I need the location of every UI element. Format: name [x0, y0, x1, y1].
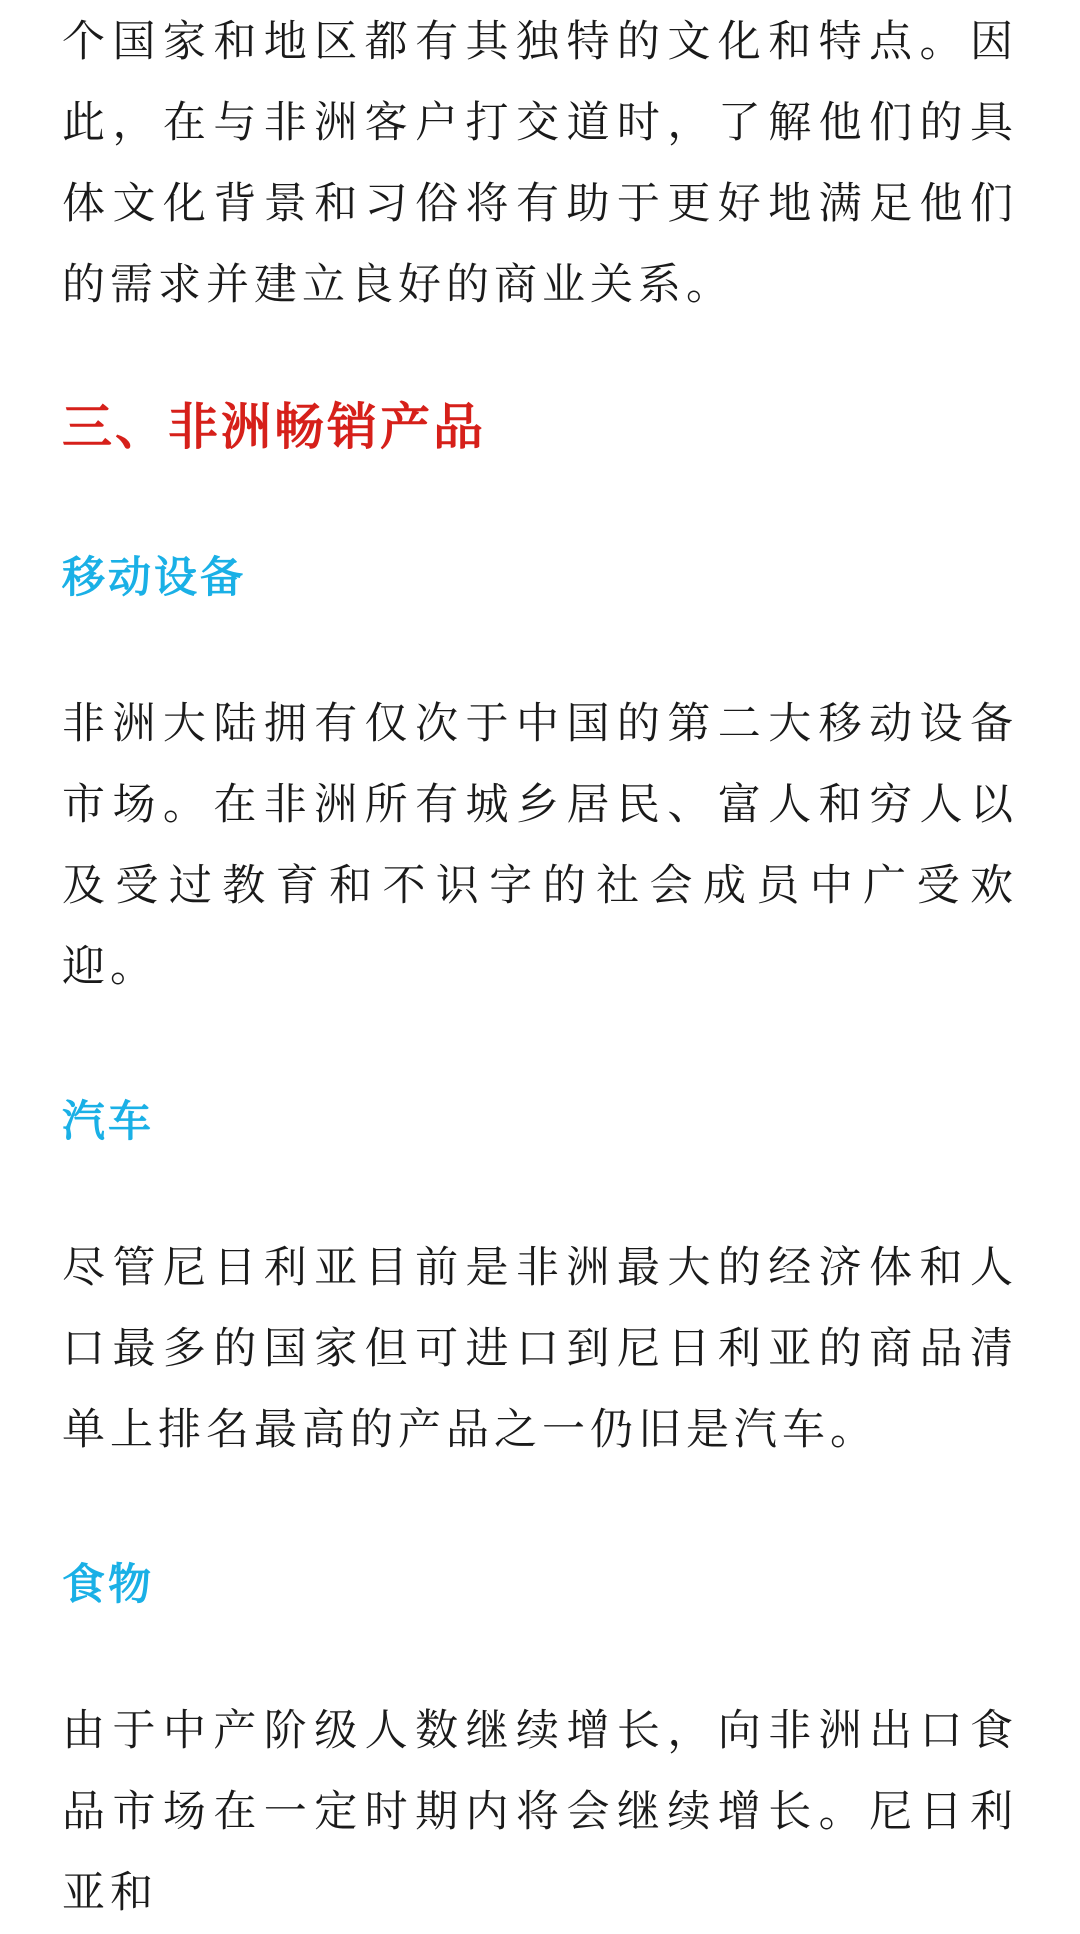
paragraph-mobile-devices: 非洲大陆拥有仅次于中国的第二大移动设备市场。在非洲所有城乡居民、富人和穷人以及受过教育和不识字的社会成员中广受欢迎。 [62, 699, 1018, 992]
section-title: 三、非洲畅销产品 [62, 398, 486, 456]
article-body [0, 2, 1080, 1918]
paragraph-food: 由于中产阶级人数继续增长，向非洲出口食品市场在一定时期内将会继续增长。尼日利亚和 [62, 1706, 1018, 1918]
sub-heading-mobile-devices: 移动设备 [62, 553, 246, 603]
sub-heading-cars: 汽车 [62, 1097, 154, 1147]
sub-heading-food: 食物 [62, 1560, 154, 1610]
paragraph-cars: 尽管尼日利亚目前是非洲最大的经济体和人口最多的国家但可进口到尼日利亚的商品清单上排名最高的产品之一仍旧是汽车。 [62, 1243, 1018, 1455]
intro-paragraph: 个国家和地区都有其独特的文化和特点。因此，在与非洲客户打交道时，了解他们的具体文化背景和习俗将有助于更好地满足他们的需求并建立良好的商业关系。 [62, 17, 1018, 310]
